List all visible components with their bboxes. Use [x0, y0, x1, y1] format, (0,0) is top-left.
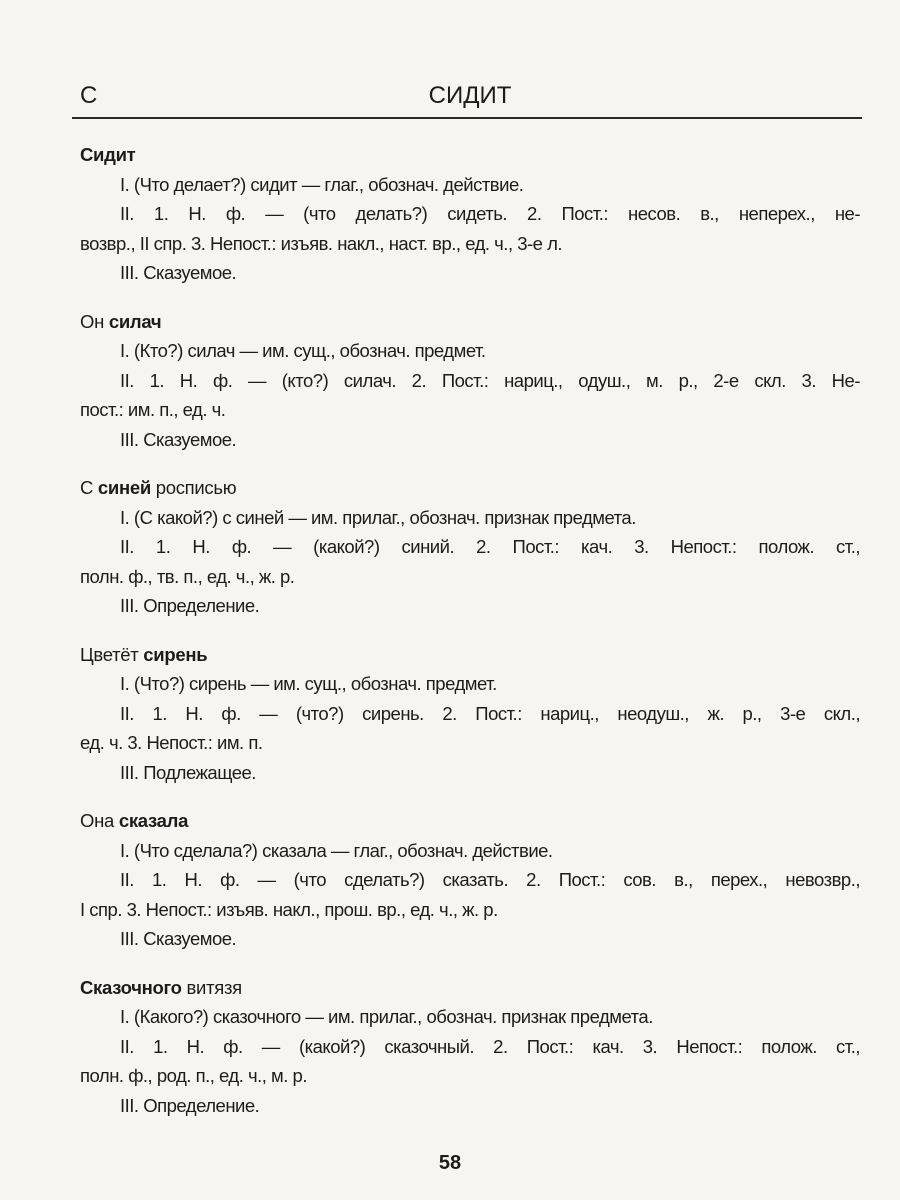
analysis-part-3: III. Определение.	[120, 1094, 260, 1116]
dictionary-entry	[80, 140, 860, 288]
analysis-part-3: III. Сказуемое.	[120, 262, 237, 283]
analysis-part-3: III. Подлежащее.	[120, 761, 256, 783]
heading-text: Он	[80, 310, 109, 332]
heading-text: Цветёт	[80, 643, 144, 665]
analysis-part-1: I. (Что сделала?) сказала — глаг., обознач. действие.	[120, 839, 553, 861]
analysis-part-2-continued: I спр. 3. Непост.: изъяв. накл., прош. вр., ед. ч., ж. р.	[80, 898, 498, 920]
dictionary-entry	[80, 473, 860, 621]
dictionary-entry	[80, 307, 860, 455]
heading-bold-word: Сидит	[80, 144, 136, 165]
heading-bold-word: Сказочного	[80, 976, 182, 998]
heading-text: росписью	[150, 477, 237, 498]
analysis-part-2-continued: ед. ч. 3. Непост.: им. п.	[80, 732, 263, 753]
running-header-letter: С	[80, 82, 98, 109]
entry-heading	[80, 140, 860, 170]
analysis-part-1: I. (Какого?) сказочного — им. прилаг., обознач. признак предмета.	[120, 1006, 653, 1027]
heading-text: витязя	[181, 976, 242, 998]
analysis-part-3: III. Определение.	[120, 595, 260, 616]
entry-heading	[80, 307, 860, 337]
entry-heading	[80, 640, 860, 670]
analysis-part-1: I. (С какой?) с синей — им. прилаг., обознач. признак предмета.	[120, 506, 636, 528]
analysis-part-2: II. 1. Н. ф. — (что сделать?) сказать. 2. Пост.: сов. в., перех., невозвр.,	[120, 869, 860, 890]
analysis-part-2-continued: пост.: им. п., ед. ч.	[80, 399, 226, 420]
analysis-part-1: I. (Кто?) силач — им. сущ., обознач. предмет.	[120, 340, 486, 361]
heading-bold-word: сирень	[143, 643, 208, 665]
entry-heading	[80, 973, 860, 1003]
analysis-part-2: II. 1. Н. ф. — (что?) сирень. 2. Пост.: нариц., неодуш., ж. р., 3-е скл.,	[120, 702, 860, 724]
running-header-title: СИДИТ	[428, 82, 512, 109]
dictionary-entry	[80, 640, 860, 788]
heading-bold-word: сказала	[118, 810, 189, 831]
analysis-part-2: II. 1. Н. ф. — (какой?) синий. 2. Пост.: кач. 3. Непост.: полож. ст.,	[120, 536, 860, 557]
analysis-part-2: II. 1. Н. ф. — (кто?) силач. 2. Пост.: нариц., одуш., м. р., 2-е скл. 3. Не-	[120, 369, 860, 391]
analysis-part-1: I. (Что делает?) сидит — глаг., обознач. действие.	[120, 173, 524, 195]
heading-bold-word: синей	[97, 477, 151, 498]
analysis-part-3: III. Сказуемое.	[120, 928, 237, 949]
entry-heading	[80, 806, 860, 836]
entry-heading	[80, 473, 860, 503]
analysis-part-2-continued: возвр., II спр. 3. Непост.: изъяв. накл., наст. вр., ед. ч., 3-е л.	[80, 232, 563, 254]
analysis-part-1: I. (Что?) сирень — им. сущ., обознач. предмет.	[120, 673, 497, 694]
dictionary-entry	[80, 806, 860, 954]
analysis-part-2-continued: полн. ф., род. п., ед. ч., м. р.	[80, 1065, 307, 1086]
heading-text: Она	[80, 810, 119, 831]
dictionary-entry	[80, 973, 860, 1121]
analysis-part-2: II. 1. Н. ф. — (что делать?) сидеть. 2. Пост.: несов. в., неперех., не-	[120, 203, 860, 224]
page-content	[80, 140, 860, 1139]
header-rule	[72, 117, 862, 119]
analysis-part-3: III. Сказуемое.	[120, 428, 237, 450]
page-number: 58	[438, 1152, 462, 1174]
analysis-part-2: II. 1. Н. ф. — (какой?) сказочный. 2. Пост.: кач. 3. Непост.: полож. ст.,	[120, 1035, 860, 1057]
heading-bold-word: силач	[108, 310, 162, 332]
analysis-part-2-continued: полн. ф., тв. п., ед. ч., ж. р.	[80, 565, 295, 587]
heading-text: С	[80, 477, 98, 498]
